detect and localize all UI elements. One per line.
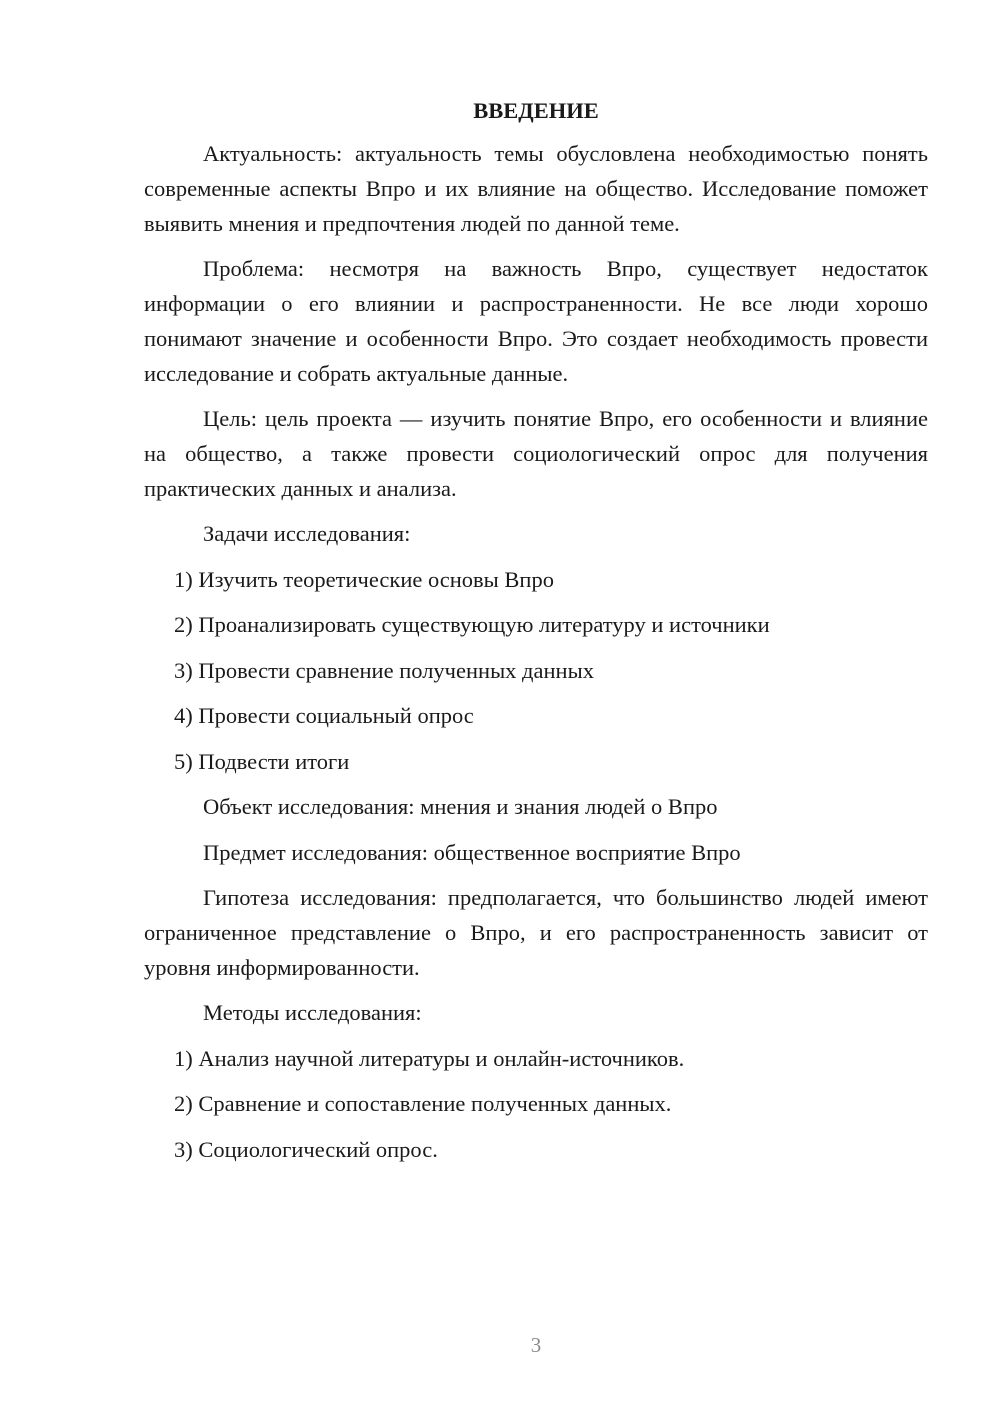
hypothesis-paragraph: Гипотеза исследования: предполагается, что большинство людей имеют ограниченное представление о Впро, и его распространенность зависит от уровня информированности. (144, 885, 928, 980)
task-item: 2) Проанализировать существующую литературу и источники (174, 612, 770, 637)
page-number: 3 (530, 1333, 542, 1357)
method-item: 3) Социологический опрос. (174, 1136, 438, 1162)
section-title: ВВЕДЕНИЕ (473, 98, 599, 123)
goal-paragraph: Цель: цель проекта — изучить понятие Впро, его особенности и влияние на общество, а также провести социологический опрос для получения практических данных и анализа. (144, 406, 928, 501)
task-item: 1) Изучить теоретические основы Впро (174, 566, 554, 592)
method-item: 1) Анализ научной литературы и онлайн-источников. (174, 1045, 685, 1071)
research-object: Объект исследования: мнения и знания людей о Впро (203, 794, 718, 819)
method-item: 2) Сравнение и сопоставление полученных данных. (174, 1091, 672, 1116)
research-subject: Предмет исследования: общественное восприятие Впро (203, 839, 741, 865)
task-item: 3) Провести сравнение полученных данных (174, 657, 594, 683)
task-item: 4) Провести социальный опрос (174, 703, 474, 728)
relevance-paragraph: Актуальность: актуальность темы обусловлена необходимостью понять современные аспекты Впро и их влияние на общество. Исследование поможет выявить мнения и предпочтения людей по данной теме. (144, 141, 928, 236)
task-item: 5) Подвести итоги (174, 748, 350, 774)
page-content (144, 94, 928, 1177)
problem-paragraph: Проблема: несмотря на важность Впро, существует недостаток информации о его влиянии и распространенности. Не все люди хорошо понимают значение и особенности Впро. Это создает необходимость провести исследование и собрать актуальные данные. (144, 256, 928, 386)
methods-heading: Методы исследования: (203, 1000, 422, 1025)
tasks-heading: Задачи исследования: (203, 521, 411, 546)
